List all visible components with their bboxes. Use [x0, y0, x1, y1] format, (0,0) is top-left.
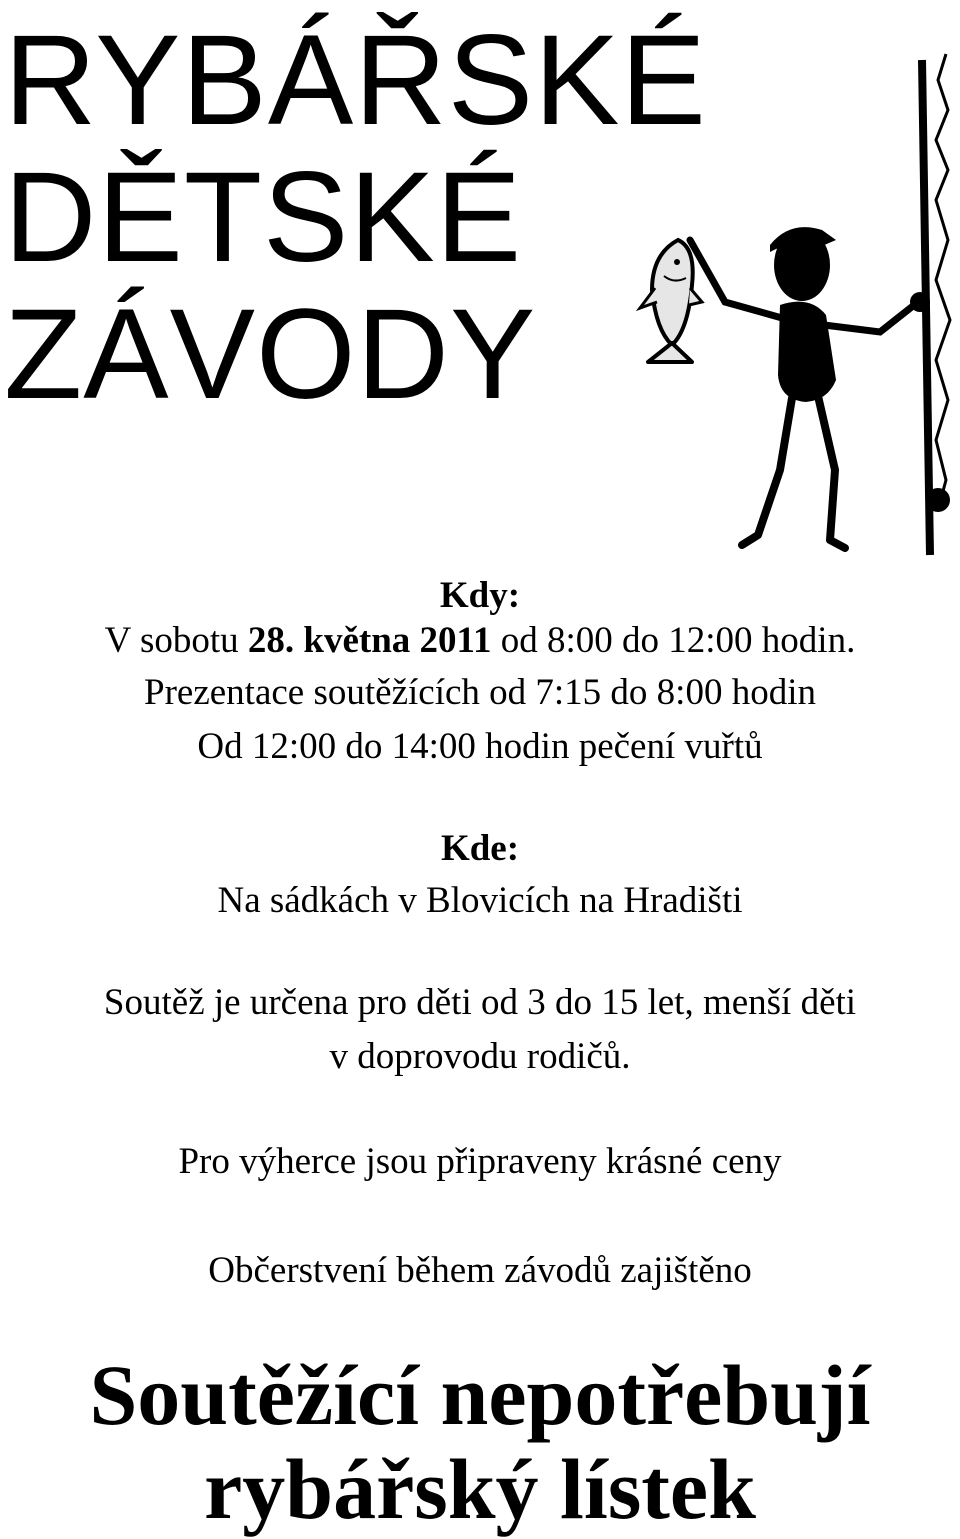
- fisherman-right-hand: [910, 292, 930, 312]
- refreshments-note: Občerstvení během závodů zajištěno: [208, 1250, 752, 1291]
- title-line-1: RYBÁŘSKÉ: [4, 9, 707, 152]
- event-time: od 8:00 do 12:00 hodin.: [491, 620, 856, 661]
- fisherman-right-leg: [818, 396, 845, 548]
- title-line-2: DĚTSKÉ: [4, 146, 523, 289]
- eligibility-line-1: Soutěž je určena pro děti od 3 do 15 let, menší děti: [103, 982, 857, 1023]
- license-note-line-2: rybářský lístek: [204, 1441, 756, 1537]
- sausage-roasting-time: Od 12:00 do 14:00 hodin pečení vuřtů: [197, 726, 763, 767]
- license-note-line-1: Soutěžící nepotřebují: [89, 1347, 871, 1443]
- event-date-line: [0, 614, 960, 668]
- registration-time: Prezentace soutěžících od 7:15 do 8:00 hodin: [144, 672, 816, 713]
- stick-fisherman-with-fish-and-rod-icon: [630, 40, 960, 570]
- where-label: Kde:: [440, 828, 520, 869]
- poster-title: [4, 9, 707, 426]
- event-place: Na sádkách v Blovicích na Hradišti: [217, 880, 743, 921]
- eligibility-line-2: v doprovodu rodičů.: [329, 1036, 631, 1077]
- fisherman-left-arm: [690, 240, 782, 318]
- prizes-note: Pro výherce jsou připraveny krásné ceny: [178, 1141, 782, 1182]
- event-date-prefix: V sobotu: [104, 620, 248, 661]
- when-label: Kdy:: [439, 575, 521, 616]
- fishing-line: [936, 54, 950, 510]
- fisherman-body: [778, 302, 836, 402]
- title-line-3: ZÁVODY: [4, 283, 537, 426]
- fisherman-left-leg: [742, 398, 792, 545]
- rod-reel: [926, 488, 950, 512]
- event-date: 28. května 2011: [247, 620, 492, 661]
- fish-icon: [640, 240, 702, 362]
- fisherman-right-arm: [824, 302, 918, 332]
